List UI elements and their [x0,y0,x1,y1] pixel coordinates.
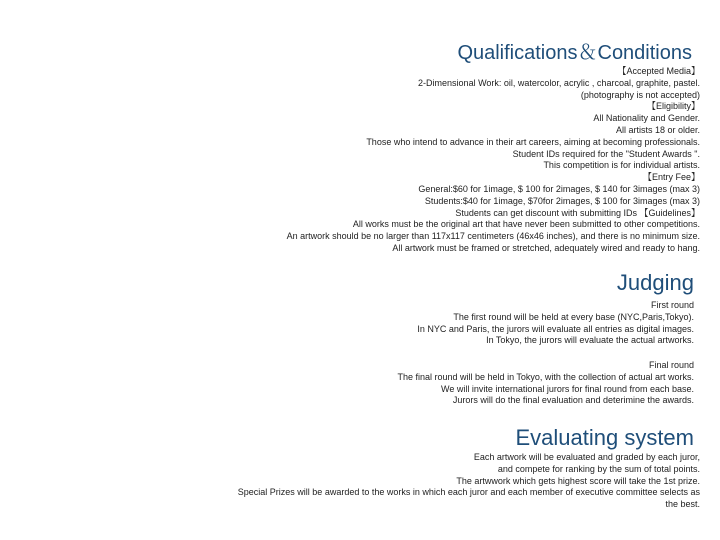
first-round-line: In NYC and Paris, the jurors will evaluate all entries as digital images. [417,323,694,334]
qualifications-line: (photography is not accepted) [580,89,700,100]
qualifications-line: 【Accepted Media】 [617,66,700,76]
first-round-title: First round [650,300,694,310]
first-round-list [417,300,694,347]
qualifications-line: All works must be the original art that have never been submitted to other competitions. [352,219,700,230]
qualifications-line: 【Eligibility】 [646,101,700,112]
evaluating-line: and compete for ranking by the sum of total points. [497,463,700,474]
evaluating-line: Special Prizes will be awarded to the works in which each juror and each member of executive committee selects as [237,487,700,498]
evaluating-list [238,452,700,511]
qualifications-line: Students can get discount with submitting IDs 【Guidelines】 [455,207,700,218]
qualifications-line: An artwork should be no larger than 117x117 centimeters (46x46 inches), and there is no minimum size. [286,231,700,242]
qualifications-line: This competition is for individual artists. [543,160,700,171]
qualifications-line: All Nationality and Gender. [593,113,700,124]
first-round-line: In Tokyo, the jurors will evaluate the actual artworks. [486,335,694,346]
final-round-line: Jurors will do the final evaluation and deterimine the awards. [452,395,694,406]
qualifications-line: All artwork must be framed or stretched, adequately wired and ready to hang. [392,242,700,253]
qualifications-line: All artists 18 or older. [615,124,700,135]
qualifications-heading: Qualifications＆Conditions [457,42,692,64]
final-round-line: The final round will be held in Tokyo, with the collection of actual art works. [397,371,694,382]
evaluating-line: the best. [665,499,700,510]
evaluating-line: Each artwork will be evaluated and graded by each juror, [473,452,700,462]
qualifications-line: Those who intend to advance in their art careers, aiming at becoming professionals. [366,136,700,147]
qualifications-line: 2-Dimensional Work: oil, watercolor, acrylic , charcoal, graphite, pastel. [418,77,700,88]
judging-heading: Judging [616,270,694,295]
final-round-list [398,360,695,407]
qualifications-line: 【Entry Fee】 [642,172,700,183]
qualifications-list [287,66,700,255]
first-round-line: The first round will be held at every base (NYC,Paris,Tokyo). [453,311,694,322]
final-round-line: We will invite international jurors for final round from each base. [441,383,694,394]
qualifications-line: Student IDs required for the "Student Awards ". [512,148,700,159]
qualifications-line: Students:$40 for 1image, $70for 2images, $ 100 for 3images (max 3) [424,195,700,206]
evaluating-line: The artwwork which gets highest score will take the 1st prize. [456,475,700,486]
qualifications-line: General:$60 for 1image, $ 100 for 2images, $ 140 for 3images (max 3) [418,183,700,194]
evaluating-heading: Evaluating system [515,425,694,450]
final-round-title: Final round [648,360,694,370]
